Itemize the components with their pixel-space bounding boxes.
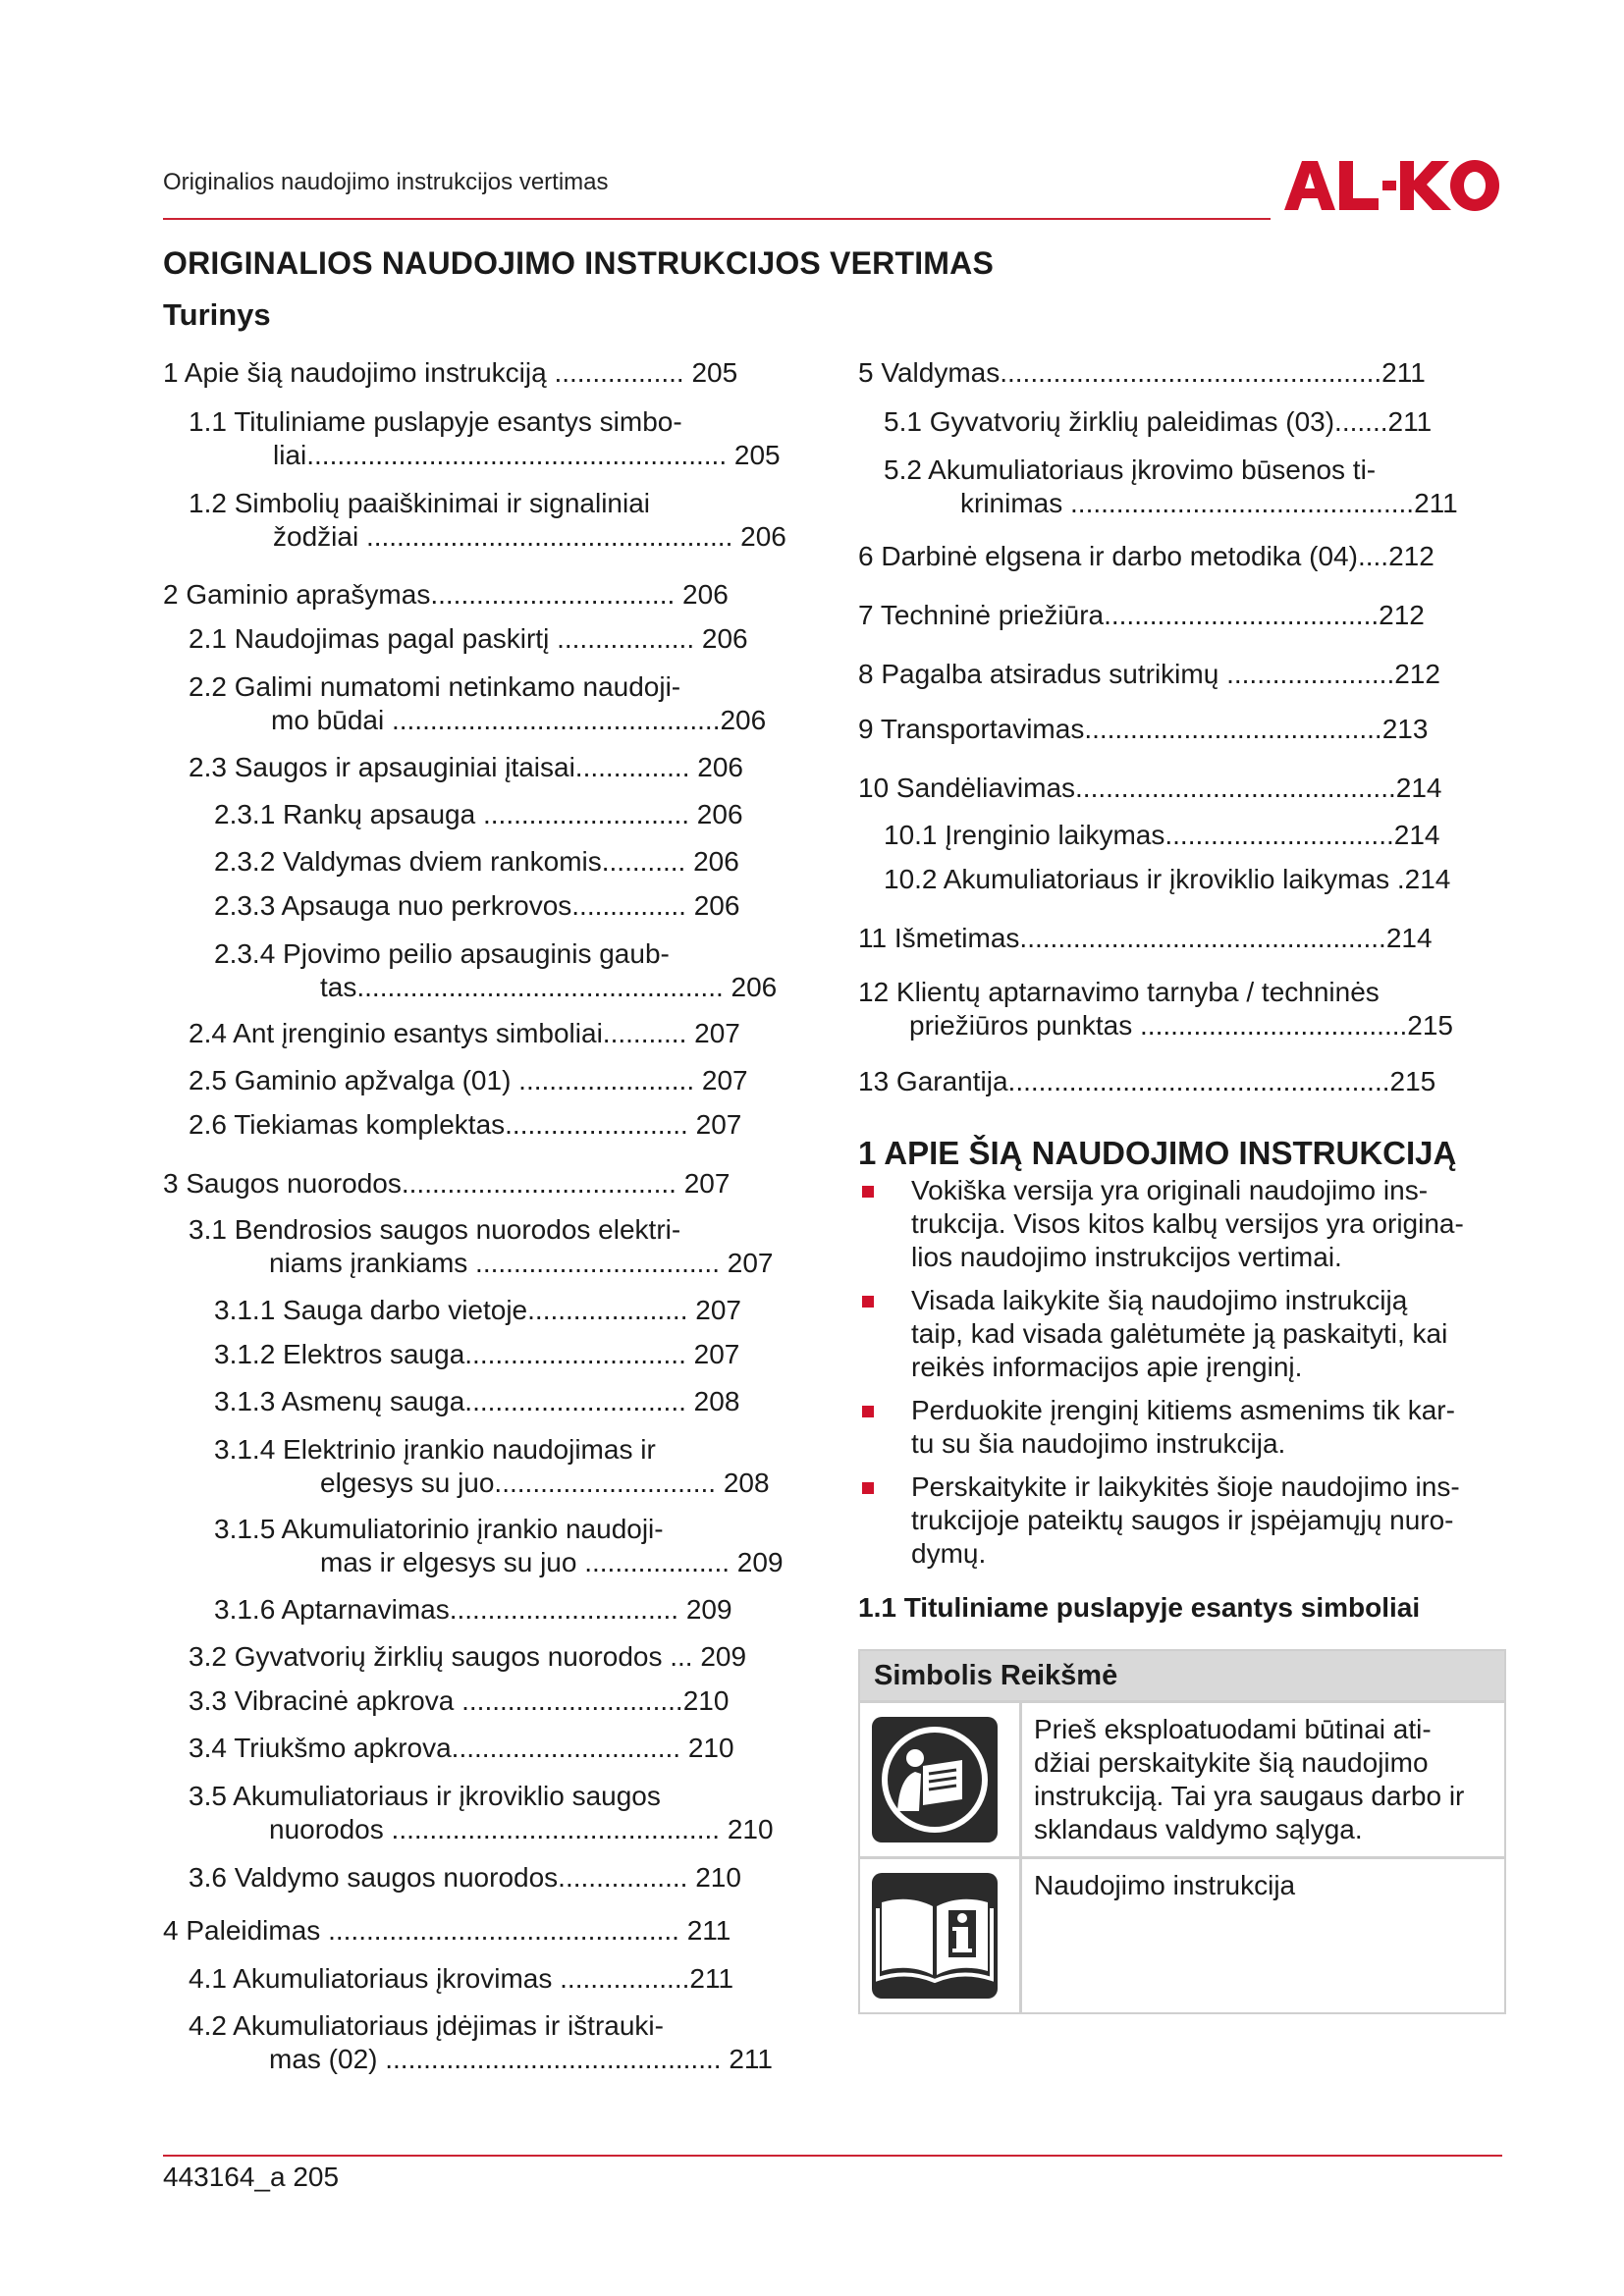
- toc-entry[interactable]: 4.2 Akumuliatoriaus įdėjimas ir ištrauki- mas (02) ............................................ 211: [189, 2010, 773, 2074]
- symbols-table: [858, 1649, 1506, 2014]
- toc-entry[interactable]: 8 Pagalba atsiradus sutrikimų ......................212: [858, 659, 1440, 689]
- toc-entry[interactable]: 2 Gaminio aprašymas................................ 206: [163, 579, 729, 610]
- toc-entry[interactable]: 1.2 Simbolių paaiškinimai ir signaliniai žodžiai ................................................ 206: [189, 488, 786, 552]
- bullet-list: [858, 1174, 1506, 1580]
- bullet-item: Perduokite įrenginį kitiems asmenims tik kar- tu su šia naudojimo instrukcija.: [858, 1394, 1506, 1461]
- toc-entry[interactable]: 10.2 Akumuliatoriaus ir įkroviklio laikymas .214: [884, 864, 1451, 894]
- toc-entry[interactable]: 1.1 Tituliniame puslapyje esantys simbo- liai....................................................... 205: [189, 406, 781, 470]
- toc-entry[interactable]: 3.1.2 Elektros sauga............................. 207: [214, 1339, 740, 1369]
- toc-entry[interactable]: 2.4 Ant įrenginio esantys simboliai........... 207: [189, 1018, 740, 1048]
- document-title: ORIGINALIOS NAUDOJIMO INSTRUKCIJOS VERTIMAS: [163, 245, 994, 281]
- toc-entry[interactable]: 2.1 Naudojimas pagal paskirtį .................. 206: [189, 623, 748, 654]
- toc-entry[interactable]: 4 Paleidimas .............................................. 211: [163, 1915, 731, 1946]
- toc-entry[interactable]: 3.1.3 Asmenų sauga............................. 208: [214, 1386, 740, 1416]
- toc-heading: Turinys: [163, 297, 271, 332]
- table-row: Naudojimo instrukcija: [860, 1856, 1504, 2012]
- table-header: Simbolis Reikšmė: [860, 1651, 1504, 1700]
- toc-entry[interactable]: 2.3.3 Apsauga nuo perkrovos............... 206: [214, 890, 740, 921]
- toc-entry[interactable]: 3.1 Bendrosios saugos nuorodos elektri- niams įrankiams ................................ 207: [189, 1214, 774, 1278]
- table-row: Prieš eksploatuodami būtinai ati- džiai perskaitykite šią naudojimo instrukciją. Tai yra saugaus darbo ir sklandaus valdymo sąlyga.: [860, 1700, 1504, 1856]
- toc-entry[interactable]: 3.4 Triukšmo apkrova.............................. 210: [189, 1733, 734, 1763]
- bullet-item: Visada laikykite šią naudojimo instrukciją taip, kad visada galėtumėte ją paskaityti, kai reikės informacijos apie įrenginį.: [858, 1284, 1506, 1384]
- toc-entry[interactable]: 13 Garantija..................................................215: [858, 1066, 1436, 1096]
- toc-entry[interactable]: 10.1 Įrenginio laikymas..............................214: [884, 820, 1440, 850]
- toc-entry[interactable]: 2.3.2 Valdymas dviem rankomis........... 206: [214, 846, 739, 877]
- subsection-heading: 1.1 Tituliniame puslapyje esantys simboliai: [858, 1592, 1421, 1623]
- alko-logo: [1284, 157, 1500, 214]
- toc-entry[interactable]: 5.1 Gyvatvorių žirklių paleidimas (03).......211: [884, 406, 1433, 437]
- toc-entry[interactable]: 3.1.5 Akumuliatorinio įrankio naudoji- mas ir elgesys su juo ................... 209: [214, 1514, 784, 1577]
- header-divider: [163, 218, 1271, 220]
- toc-entry[interactable]: 11 Išmetimas................................................214: [858, 923, 1433, 953]
- toc-entry[interactable]: 3.3 Vibracinė apkrova .............................210: [189, 1685, 730, 1716]
- toc-entry[interactable]: 4.1 Akumuliatoriaus įkrovimas .................211: [189, 1963, 734, 1994]
- toc-entry[interactable]: 3.2 Gyvatvorių žirklių saugos nuorodos ... 209: [189, 1641, 747, 1672]
- footer-divider: [163, 2155, 1502, 2157]
- running-header: Originalios naudojimo instrukcijos vertimas: [163, 169, 609, 195]
- toc-entry[interactable]: 3.6 Valdymo saugos nuorodos................. 210: [189, 1862, 741, 1893]
- toc-entry[interactable]: 2.5 Gaminio apžvalga (01) ....................... 207: [189, 1065, 748, 1095]
- section-heading: 1 APIE ŠIĄ NAUDOJIMO INSTRUKCIJĄ: [858, 1135, 1457, 1171]
- toc-entry[interactable]: 2.3.4 Pjovimo peilio apsauginis gaub- tas................................................ 206: [214, 938, 778, 1002]
- bullet-item: Vokiška versija yra originali naudojimo ins- trukcija. Visos kitos kalbų versijos yra origina- lios naudojimo instrukcijos vertimai.: [858, 1174, 1506, 1274]
- toc-entry[interactable]: 3.5 Akumuliatoriaus ir įkroviklio saugos nuorodos ........................................... 210: [189, 1781, 774, 1844]
- toc-entry[interactable]: 2.3.1 Rankų apsauga ........................... 206: [214, 799, 743, 829]
- toc-entry[interactable]: 3 Saugos nuorodos.................................... 207: [163, 1168, 731, 1199]
- toc-entry[interactable]: 12 Klientų aptarnavimo tarnyba / techninės priežiūros punktas ...................................215: [858, 977, 1453, 1041]
- toc-entry[interactable]: 2.3 Saugos ir apsauginiai įtaisai............... 206: [189, 752, 743, 782]
- bullet-marker-icon: [862, 1186, 874, 1198]
- toc-entry[interactable]: 5 Valdymas..................................................211: [858, 357, 1426, 388]
- toc-entry[interactable]: 9 Transportavimas.......................................213: [858, 714, 1429, 744]
- toc-entry[interactable]: 10 Sandėliavimas..........................................214: [858, 773, 1442, 803]
- toc-entry[interactable]: 3.1.4 Elektrinio įrankio naudojimas ir elgesys su juo............................. 208: [214, 1434, 770, 1498]
- toc-entry[interactable]: 6 Darbinė elgsena ir darbo metodika (04)....212: [858, 541, 1435, 571]
- bullet-marker-icon: [862, 1482, 874, 1494]
- bullet-item: Perskaitykite ir laikykitės šioje naudojimo ins- trukcijoje pateiktų saugos ir įspėjamųjų nuro- dymų.: [858, 1470, 1506, 1571]
- bullet-marker-icon: [862, 1406, 874, 1417]
- page-number: 443164_a 205: [163, 2162, 340, 2192]
- toc-entry[interactable]: 2.2 Galimi numatomi netinkamo naudoji- mo būdai ...........................................206: [189, 671, 767, 735]
- toc-entry[interactable]: 3.1.6 Aptarnavimas.............................. 209: [214, 1594, 732, 1625]
- toc-entry[interactable]: 2.6 Tiekiamas komplektas........................ 207: [189, 1109, 742, 1140]
- toc-entry[interactable]: 7 Techninė priežiūra....................................212: [858, 600, 1425, 630]
- bullet-marker-icon: [862, 1296, 874, 1308]
- toc-entry[interactable]: 3.1.1 Sauga darbo vietoje..................... 207: [214, 1295, 741, 1325]
- toc-entry[interactable]: 5.2 Akumuliatoriaus įkrovimo būsenos ti- krinimas .............................................211: [884, 454, 1458, 518]
- read-manual-icon: [872, 1717, 998, 1842]
- manual-info-icon: [872, 1873, 998, 1999]
- toc-entry[interactable]: 1 Apie šią naudojimo instrukciją ................. 205: [163, 357, 738, 388]
